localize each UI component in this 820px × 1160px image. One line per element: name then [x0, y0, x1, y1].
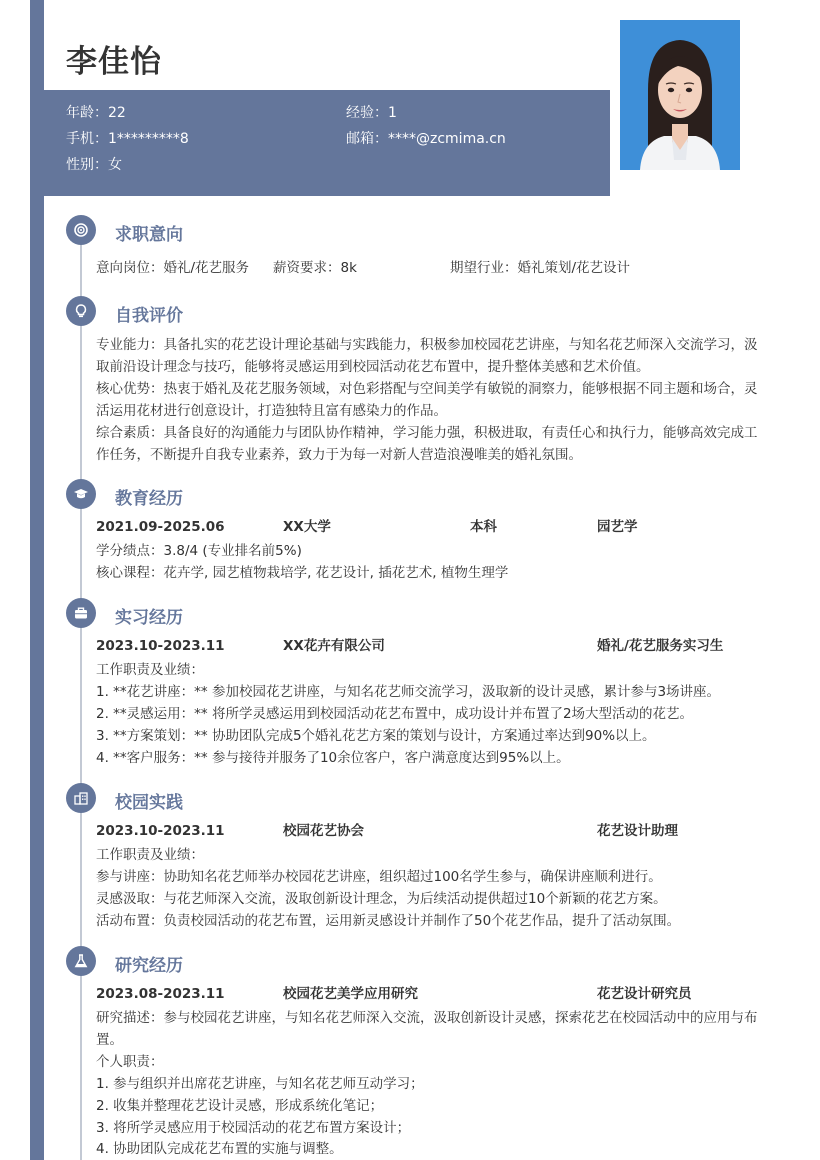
self-eval-professional: 专业能力：具备扎实的花艺设计理论基础与实践能力，积极参加校园花艺讲座，与知名花艺师深入交流学习，汲取前沿设计理念与技巧，能够将灵感运用到校园活动花艺布置中，提升整体美感和艺术价值。 — [96, 337, 758, 375]
internship-item-4: 4. **客户服务：** 参与接待并服务了10余位客户，客户满意度达到95%以上。 — [96, 750, 570, 766]
section-title-research: 研究经历 — [115, 956, 183, 976]
section-title-self-eval: 自我评价 — [115, 306, 183, 326]
timeline-line — [80, 228, 82, 1160]
building-icon — [66, 783, 96, 813]
section-title-internship: 实习经历 — [115, 608, 183, 628]
campus-item-1: 参与讲座：协助知名花艺师举办校园花艺讲座，组织超过100名学生参与，确保讲座顺利进行。 — [96, 869, 662, 885]
phone-field: 手机：1*********8 — [66, 131, 189, 147]
education-school: XX大学 — [283, 519, 331, 535]
gender-field: 性别：女 — [66, 157, 122, 173]
resume-name: 李佳怡 — [66, 44, 162, 80]
education-period: 2021.09-2025.06 — [96, 519, 225, 535]
self-eval-overall: 综合素质：具备良好的沟通能力与团队协作精神，学习能力强，积极进取，有责任心和执行力，能够高效完成工作任务，不断提升自我专业素养，致力于为每一对新人营造浪漫唯美的婚礼氛围。 — [96, 425, 758, 463]
internship-period: 2023.10-2023.11 — [96, 638, 225, 654]
campus-intro: 工作职责及业绩： — [96, 847, 204, 863]
flask-icon — [66, 946, 96, 976]
research-project: 校园花艺美学应用研究 — [283, 986, 418, 1002]
intent-industry: 期望行业：婚礼策划/花艺设计 — [450, 260, 631, 276]
campus-item-2: 灵感汲取：与花艺师深入交流，汲取创新设计理念，为后续活动提供超过10个新颖的花艺方案。 — [96, 891, 667, 907]
lightbulb-icon — [66, 296, 96, 326]
internship-item-1: 1. **花艺讲座：** 参加校园花艺讲座，与知名花艺师交流学习，汲取新的设计灵感，累计参与3场讲座。 — [96, 684, 721, 700]
section-title-education: 教育经历 — [115, 489, 183, 509]
email-field: 邮箱：****@zcmima.cn — [346, 131, 506, 147]
research-item-4: 4. 协助团队完成花艺布置的实施与调整。 — [96, 1141, 343, 1157]
portrait-illustration — [620, 20, 740, 170]
age-field: 年龄：22 — [66, 105, 126, 121]
campus-organization: 校园花艺协会 — [283, 823, 364, 839]
research-item-1: 1. 参与组织并出席花艺讲座，与知名花艺师互动学习； — [96, 1076, 424, 1092]
research-duties-heading: 个人职责： — [96, 1054, 164, 1070]
campus-period: 2023.10-2023.11 — [96, 823, 225, 839]
section-title-campus: 校园实践 — [115, 793, 183, 813]
research-period: 2023.08-2023.11 — [96, 986, 225, 1002]
research-description: 研究描述：参与校园花艺讲座，与知名花艺师深入交流，汲取创新设计灵感，探索花艺在校园活动中的应用与布置。 — [96, 1010, 758, 1048]
internship-role: 婚礼/花艺服务实习生 — [597, 638, 724, 654]
internship-company: XX花卉有限公司 — [283, 638, 385, 654]
education-degree: 本科 — [470, 519, 497, 535]
campus-role: 花艺设计助理 — [597, 823, 678, 839]
self-eval-strengths: 核心优势：热衷于婚礼及花艺服务领域，对色彩搭配与空间美学有敏锐的洞察力，能够根据不同主题和场合，灵活运用花材进行创意设计，打造独特且富有感染力的作品。 — [96, 381, 758, 419]
experience-field: 经验：1 — [346, 105, 397, 121]
internship-item-2: 2. **灵感运用：** 将所学灵感运用到校园活动花艺布置中，成功设计并布置了2场大型活动的花艺。 — [96, 706, 694, 722]
education-gpa: 学分绩点：3.8/4 (专业排名前5%) — [96, 543, 302, 559]
research-item-2: 2. 收集并整理花艺设计灵感，形成系统化笔记； — [96, 1098, 384, 1114]
profile-photo — [620, 20, 740, 170]
section-title-intent: 求职意向 — [115, 225, 183, 245]
campus-item-3: 活动布置：负责校园活动的花艺布置，运用新灵感设计并制作了50个花艺作品，提升了活动氛围。 — [96, 913, 681, 929]
internship-intro: 工作职责及业绩： — [96, 662, 204, 678]
briefcase-icon — [66, 598, 96, 628]
education-major: 园艺学 — [597, 519, 638, 535]
intent-salary: 薪资要求：8k — [273, 260, 357, 276]
intent-position: 意向岗位：婚礼/花艺服务 — [96, 260, 250, 276]
education-courses: 核心课程：花卉学, 园艺植物栽培学, 花艺设计, 插花艺术, 植物生理学 — [96, 565, 509, 581]
target-icon — [66, 215, 96, 245]
research-role: 花艺设计研究员 — [597, 986, 692, 1002]
research-item-3: 3. 将所学灵感应用于校园活动的花艺布置方案设计； — [96, 1120, 411, 1136]
graduation-cap-icon — [66, 479, 96, 509]
internship-item-3: 3. **方案策划：** 协助团队完成5个婚礼花艺方案的策划与设计，方案通过率达到90%以上。 — [96, 728, 656, 744]
